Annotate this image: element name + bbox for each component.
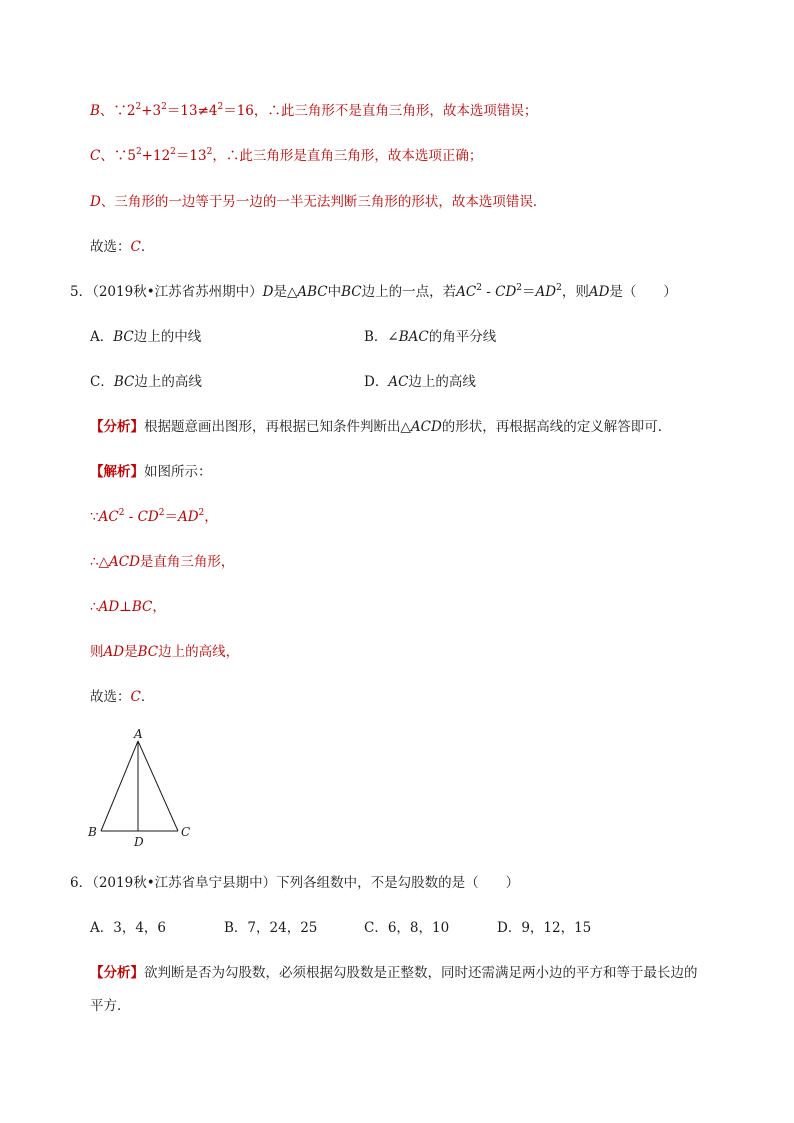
q5-step-segment: CD bbox=[137, 509, 159, 525]
q5-stem-segment: 边上的一点，若 bbox=[361, 284, 457, 300]
q5-step-segment: 是 bbox=[124, 644, 138, 660]
q5-stem-segment: 是（ ） bbox=[609, 284, 677, 300]
q5-stem-segment: CD bbox=[495, 284, 517, 300]
q5-step-segment: 2 bbox=[198, 508, 205, 518]
q5-stem-segment: D bbox=[262, 284, 274, 300]
q5-step-segment: AD bbox=[177, 509, 199, 525]
prev-option-b: B、$\because 2^2+3^2=13\ne 4^2=16$，∴此三角形不是直角三角形，故本选项错误； bbox=[90, 102, 538, 119]
q5-step-segment: ⊥ bbox=[119, 599, 132, 615]
q5-step-segment: 边上的高线， bbox=[158, 644, 240, 660]
q5-step-segment: BC bbox=[131, 599, 153, 615]
q6-stem: 6．（2019秋•江苏省阜宁县期中）下列各组数中，不是勾股数的是（ ） bbox=[70, 875, 520, 891]
q5-step-segment: 是直角三角形， bbox=[139, 554, 235, 570]
label-a: A bbox=[134, 727, 143, 741]
q5-stem-segment: 2 bbox=[516, 283, 523, 293]
q5-step-segment: ∴△ bbox=[90, 554, 109, 570]
q6-option-c: C．6，8，10 bbox=[364, 920, 450, 936]
prev-option-d: D、三角形的一边等于另一边的一半无法判断三角形的形状，故本选项错误． bbox=[90, 194, 547, 210]
q5-step-segment: ∵ bbox=[90, 509, 99, 525]
q5-stem-segment: ABC bbox=[297, 284, 328, 300]
q5-step-segment: ， bbox=[152, 599, 166, 615]
side-ab bbox=[101, 741, 138, 831]
q5-step-segment: ACD bbox=[108, 554, 140, 570]
q5-option-b: B．∠BAC的角平分线 bbox=[364, 329, 497, 345]
q5-option-c: C．BC边上的高线 bbox=[90, 374, 202, 390]
q5-stem-segment: AD bbox=[588, 284, 610, 300]
q5-step-1 bbox=[90, 507, 218, 527]
q5-stem-segment: 中 bbox=[327, 284, 342, 300]
label-c: C bbox=[181, 825, 191, 839]
q5-step-segment: 则 bbox=[90, 644, 104, 660]
q5-stem: 5．（2019秋•江苏省苏州期中）D是△ABC中BC边上的一点，若$AC^2 - CD^2=AD^2$，则AD是（ ） bbox=[70, 283, 677, 300]
q5-step-segment: BC bbox=[137, 644, 159, 660]
label-b: B bbox=[88, 825, 97, 839]
q5-stem-segment: 2 bbox=[476, 283, 482, 293]
q5-option-a: A．BC边上的中线 bbox=[90, 329, 202, 345]
q5-step-2 bbox=[90, 552, 234, 572]
q5-stem-segment: - bbox=[481, 284, 496, 300]
q5-step-segment: AD bbox=[103, 644, 125, 660]
q5-step-segment: ∴ bbox=[90, 599, 99, 615]
q5-stem-segment: 是△ bbox=[273, 284, 298, 300]
prev-option-c: C、$\because 5^2+12^2=13^2$，∴此三角形是直角三角形，故本选项正确； bbox=[90, 147, 483, 164]
q5-step-segment: ， bbox=[204, 509, 218, 525]
q5-step-segment: AD bbox=[98, 599, 120, 615]
q5-stem-segment: ，则 bbox=[561, 284, 589, 300]
side-ac bbox=[138, 741, 178, 831]
q5-step-segment: ＝ bbox=[164, 509, 178, 525]
q5-solution-heading: 【解析】如图所示： bbox=[90, 464, 212, 480]
q5-step-segment: - bbox=[124, 509, 138, 525]
prev-answer: 故选：C． bbox=[90, 239, 155, 255]
q6-analysis-cont: 平方． bbox=[90, 998, 131, 1014]
q6-option-d: D．9，12，15 bbox=[497, 920, 592, 936]
q5-step-segment: AC bbox=[98, 509, 119, 525]
q5-stem-segment: 2 bbox=[556, 283, 562, 293]
q5-step-3 bbox=[90, 597, 166, 617]
q5-analysis: 【分析】根据题意画出图形，再根据已知条件判断出△ACD的形状，再根据高线的定义解答即可． bbox=[90, 419, 672, 435]
q5-stem-text bbox=[263, 284, 677, 300]
q5-stem-segment: BC bbox=[341, 284, 362, 300]
q5-stem-segment: ＝ bbox=[522, 284, 536, 300]
q5-stem-segment: AD bbox=[535, 284, 557, 300]
label-d: D bbox=[134, 835, 144, 849]
q5-answer: 故选：C． bbox=[90, 689, 155, 705]
q6-option-a: A．3，4，6 bbox=[90, 920, 167, 936]
q6-option-b: B．7，24，25 bbox=[224, 920, 318, 936]
triangle-figure bbox=[80, 725, 210, 850]
q5-stem-segment: AC bbox=[456, 284, 477, 300]
q6-analysis: 【分析】欲判断是否为勾股数，必须根据勾股数是正整数，同时还需满足两小边的平方和等于最长边的 bbox=[90, 965, 698, 981]
q5-step-segment: 2 bbox=[118, 508, 125, 518]
q5-step-segment: 2 bbox=[158, 508, 165, 518]
q5-step-4 bbox=[90, 642, 239, 662]
q5-option-d: D．AC边上的高线 bbox=[364, 374, 476, 390]
